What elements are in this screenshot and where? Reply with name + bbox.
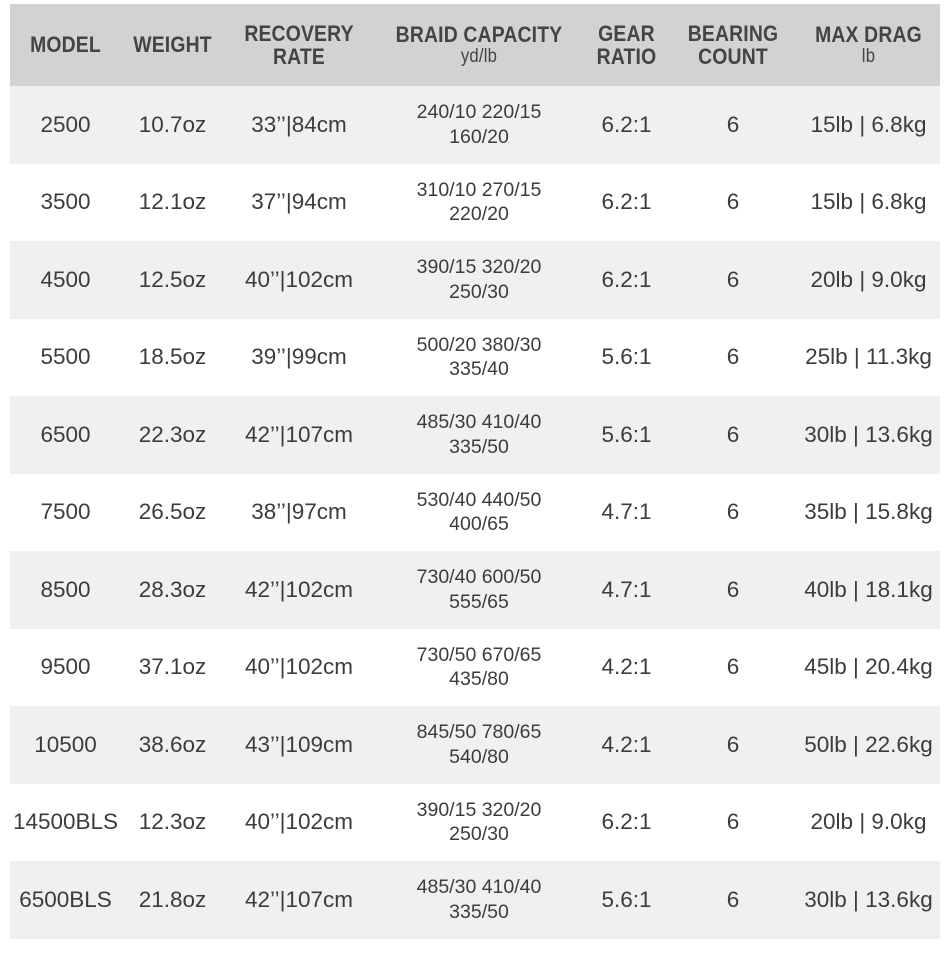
weight-cell bbox=[121, 500, 224, 524]
gear-ratio-cell bbox=[584, 345, 669, 369]
model-cell bbox=[10, 810, 121, 834]
weight-cell-text: 26.5oz bbox=[138, 499, 207, 525]
braid-capacity-cell-text: 160/20 bbox=[449, 125, 509, 148]
recovery-rate-cell-text: 42’’|107cm bbox=[245, 421, 353, 447]
header-unit: yd/lb bbox=[460, 45, 498, 67]
weight-cell-text: 18.5oz bbox=[138, 344, 207, 370]
table-row bbox=[10, 164, 940, 242]
braid-capacity-cell-text: 555/65 bbox=[449, 590, 509, 613]
braid-capacity-cell-text: 250/30 bbox=[449, 280, 509, 303]
header-label: RATIO bbox=[596, 44, 657, 69]
max-drag-cell bbox=[797, 655, 940, 679]
recovery-rate-cell-text: 39’’|99cm bbox=[251, 344, 347, 370]
header-weight bbox=[127, 33, 218, 56]
bearing-count-cell-text: 6 bbox=[726, 266, 740, 292]
spec-table bbox=[10, 4, 940, 939]
model-cell-text: 6500 bbox=[40, 421, 91, 447]
bearing-count-cell bbox=[669, 423, 797, 447]
model-cell bbox=[10, 268, 121, 292]
gear-ratio-cell bbox=[584, 810, 669, 834]
recovery-rate-cell bbox=[224, 500, 374, 524]
gear-ratio-cell-text: 4.2:1 bbox=[601, 731, 652, 757]
gear-ratio-cell bbox=[584, 113, 669, 137]
max-drag-cell-text: 40lb | 18.1kg bbox=[804, 576, 933, 602]
model-cell-text: 3500 bbox=[40, 189, 91, 215]
recovery-rate-cell bbox=[224, 423, 374, 447]
bearing-count-cell-text: 6 bbox=[726, 886, 740, 912]
header-model bbox=[17, 33, 115, 56]
header-label: MODEL bbox=[30, 32, 101, 58]
recovery-rate-cell-text: 43’’|109cm bbox=[245, 731, 353, 757]
model-cell-text: 4500 bbox=[40, 266, 91, 292]
weight-cell bbox=[121, 113, 224, 137]
braid-capacity-cell-text: 485/30 410/40 bbox=[416, 411, 542, 434]
table-header bbox=[10, 4, 940, 86]
braid-capacity-cell-text: 540/80 bbox=[449, 745, 509, 768]
bearing-count-cell-text: 6 bbox=[726, 421, 740, 447]
bearing-count-cell-text: 6 bbox=[726, 731, 740, 757]
bearing-count-cell bbox=[669, 578, 797, 602]
max-drag-cell-text: 45lb | 20.4kg bbox=[804, 654, 933, 680]
max-drag-cell-text: 30lb | 13.6kg bbox=[804, 421, 933, 447]
max-drag-cell-text: 15lb | 6.8kg bbox=[810, 189, 927, 215]
bearing-count-cell bbox=[669, 345, 797, 369]
gear-ratio-cell-text: 5.6:1 bbox=[601, 421, 652, 447]
model-cell-text: 7500 bbox=[40, 499, 91, 525]
weight-cell-text: 12.3oz bbox=[138, 809, 207, 835]
gear-ratio-cell bbox=[584, 655, 669, 679]
max-drag-cell bbox=[797, 810, 940, 834]
recovery-rate-cell bbox=[224, 888, 374, 912]
bearing-count-cell-text: 6 bbox=[726, 111, 740, 137]
table-row bbox=[10, 319, 940, 397]
gear-ratio-cell bbox=[584, 190, 669, 214]
braid-capacity-cell-text: 390/15 320/20 bbox=[416, 256, 542, 279]
weight-cell-text: 22.3oz bbox=[138, 421, 207, 447]
table-row bbox=[10, 86, 940, 164]
model-cell-text: 6500BLS bbox=[19, 886, 112, 912]
max-drag-cell bbox=[797, 423, 940, 447]
recovery-rate-cell bbox=[224, 190, 374, 214]
braid-capacity-cell-text: 845/50 780/65 bbox=[416, 721, 542, 744]
max-drag-cell-text: 15lb | 6.8kg bbox=[810, 111, 927, 137]
braid-capacity-cell bbox=[374, 178, 584, 227]
header-label: MAX DRAG bbox=[815, 22, 922, 48]
header-gear-ratio bbox=[589, 22, 664, 68]
bearing-count-cell bbox=[669, 810, 797, 834]
table-row bbox=[10, 241, 940, 319]
braid-capacity-cell-text: 335/40 bbox=[449, 358, 509, 381]
recovery-rate-cell-text: 40’’|102cm bbox=[245, 654, 353, 680]
braid-capacity-cell-text: 435/80 bbox=[449, 668, 509, 691]
gear-ratio-cell bbox=[584, 423, 669, 447]
braid-capacity-cell-text: 500/20 380/30 bbox=[416, 333, 542, 356]
header-label: RATE bbox=[273, 44, 325, 69]
max-drag-cell-text: 25lb | 11.3kg bbox=[805, 344, 932, 370]
weight-cell bbox=[121, 345, 224, 369]
header-label: COUNT bbox=[698, 44, 768, 69]
recovery-rate-cell-text: 37’’|94cm bbox=[251, 189, 347, 215]
max-drag-cell-text: 30lb | 13.6kg bbox=[804, 886, 933, 912]
gear-ratio-cell-text: 6.2:1 bbox=[601, 809, 652, 835]
braid-capacity-cell-text: 220/20 bbox=[449, 203, 509, 226]
bearing-count-cell bbox=[669, 500, 797, 524]
gear-ratio-cell bbox=[584, 500, 669, 524]
recovery-rate-cell bbox=[224, 268, 374, 292]
braid-capacity-cell bbox=[374, 643, 584, 692]
header-label: WEIGHT bbox=[133, 32, 212, 58]
braid-capacity-cell bbox=[374, 333, 584, 382]
braid-capacity-cell bbox=[374, 255, 584, 304]
weight-cell bbox=[121, 423, 224, 447]
braid-capacity-cell-text: 485/30 410/40 bbox=[416, 876, 542, 899]
model-cell-text: 2500 bbox=[40, 111, 91, 137]
model-cell bbox=[10, 655, 121, 679]
weight-cell bbox=[121, 655, 224, 679]
header-label: GEAR bbox=[598, 20, 655, 46]
model-cell bbox=[10, 888, 121, 912]
weight-cell-text: 28.3oz bbox=[138, 576, 207, 602]
weight-cell bbox=[121, 810, 224, 834]
bearing-count-cell-text: 6 bbox=[726, 809, 740, 835]
weight-cell bbox=[121, 733, 224, 757]
recovery-rate-cell bbox=[224, 345, 374, 369]
bearing-count-cell bbox=[669, 733, 797, 757]
model-cell-text: 10500 bbox=[34, 731, 97, 757]
braid-capacity-cell-text: 730/40 600/50 bbox=[416, 566, 542, 589]
table-row bbox=[10, 861, 940, 939]
max-drag-cell-text: 20lb | 9.0kg bbox=[810, 809, 927, 835]
bearing-count-cell bbox=[669, 190, 797, 214]
model-cell-text: 8500 bbox=[40, 576, 91, 602]
header-recovery-rate bbox=[233, 22, 365, 68]
braid-capacity-cell bbox=[374, 720, 584, 769]
bearing-count-cell bbox=[669, 655, 797, 679]
braid-capacity-cell-text: 335/50 bbox=[449, 900, 509, 923]
bearing-count-cell bbox=[669, 113, 797, 137]
max-drag-cell-text: 35lb | 15.8kg bbox=[804, 499, 933, 525]
bearing-count-cell-text: 6 bbox=[726, 499, 740, 525]
braid-capacity-cell-text: 400/65 bbox=[449, 513, 509, 536]
model-cell bbox=[10, 500, 121, 524]
weight-cell-text: 38.6oz bbox=[138, 731, 207, 757]
gear-ratio-cell-text: 6.2:1 bbox=[601, 111, 652, 137]
table-row bbox=[10, 551, 940, 629]
header-unit: lb bbox=[861, 45, 876, 67]
braid-capacity-cell bbox=[374, 488, 584, 537]
weight-cell bbox=[121, 578, 224, 602]
weight-cell-text: 12.5oz bbox=[138, 266, 207, 292]
recovery-rate-cell-text: 40’’|102cm bbox=[245, 809, 353, 835]
header-braid-capacity bbox=[387, 23, 572, 66]
model-cell bbox=[10, 113, 121, 137]
weight-cell bbox=[121, 888, 224, 912]
recovery-rate-cell bbox=[224, 655, 374, 679]
weight-cell bbox=[121, 190, 224, 214]
max-drag-cell bbox=[797, 733, 940, 757]
max-drag-cell-text: 50lb | 22.6kg bbox=[804, 731, 933, 757]
braid-capacity-cell bbox=[374, 798, 584, 847]
gear-ratio-cell-text: 6.2:1 bbox=[601, 189, 652, 215]
bearing-count-cell-text: 6 bbox=[726, 576, 740, 602]
model-cell bbox=[10, 578, 121, 602]
recovery-rate-cell-text: 42’’|102cm bbox=[245, 576, 353, 602]
gear-ratio-cell-text: 4.7:1 bbox=[601, 499, 652, 525]
braid-capacity-cell bbox=[374, 565, 584, 614]
model-cell bbox=[10, 190, 121, 214]
gear-ratio-cell-text: 6.2:1 bbox=[601, 266, 652, 292]
gear-ratio-cell bbox=[584, 268, 669, 292]
max-drag-cell bbox=[797, 888, 940, 912]
bearing-count-cell bbox=[669, 268, 797, 292]
max-drag-cell-text: 20lb | 9.0kg bbox=[810, 266, 927, 292]
header-label: BEARING bbox=[687, 20, 779, 46]
braid-capacity-cell-text: 335/50 bbox=[449, 435, 509, 458]
max-drag-cell bbox=[797, 578, 940, 602]
braid-capacity-cell-text: 530/40 440/50 bbox=[416, 488, 542, 511]
braid-capacity-cell-text: 240/10 220/15 bbox=[416, 101, 542, 124]
recovery-rate-cell-text: 33’’|84cm bbox=[251, 111, 347, 137]
weight-cell-text: 37.1oz bbox=[138, 654, 207, 680]
model-cell-text: 5500 bbox=[40, 344, 91, 370]
gear-ratio-cell-text: 5.6:1 bbox=[601, 886, 652, 912]
braid-capacity-cell bbox=[374, 100, 584, 149]
weight-cell bbox=[121, 268, 224, 292]
model-cell bbox=[10, 733, 121, 757]
recovery-rate-cell bbox=[224, 733, 374, 757]
max-drag-cell bbox=[797, 345, 940, 369]
max-drag-cell bbox=[797, 268, 940, 292]
recovery-rate-cell-text: 40’’|102cm bbox=[245, 266, 353, 292]
model-cell bbox=[10, 345, 121, 369]
header-bearing-count bbox=[677, 22, 790, 68]
gear-ratio-cell bbox=[584, 578, 669, 602]
gear-ratio-cell-text: 4.2:1 bbox=[601, 654, 652, 680]
gear-ratio-cell bbox=[584, 733, 669, 757]
table-row bbox=[10, 474, 940, 552]
braid-capacity-cell bbox=[374, 875, 584, 924]
bearing-count-cell bbox=[669, 888, 797, 912]
bearing-count-cell-text: 6 bbox=[726, 654, 740, 680]
weight-cell-text: 12.1oz bbox=[138, 189, 207, 215]
weight-cell-text: 21.8oz bbox=[138, 886, 207, 912]
bearing-count-cell-text: 6 bbox=[726, 189, 740, 215]
gear-ratio-cell bbox=[584, 888, 669, 912]
table-row bbox=[10, 396, 940, 474]
recovery-rate-cell-text: 42’’|107cm bbox=[245, 886, 353, 912]
header-label: BRAID CAPACITY bbox=[395, 22, 563, 48]
braid-capacity-cell-text: 730/50 670/65 bbox=[416, 643, 542, 666]
braid-capacity-cell-text: 250/30 bbox=[449, 823, 509, 846]
braid-capacity-cell-text: 310/10 270/15 bbox=[416, 178, 542, 201]
model-cell-text: 14500BLS bbox=[12, 809, 119, 835]
recovery-rate-cell bbox=[224, 578, 374, 602]
table-row bbox=[10, 784, 940, 862]
bearing-count-cell-text: 6 bbox=[726, 344, 740, 370]
table-row bbox=[10, 629, 940, 707]
table-body bbox=[10, 86, 940, 939]
max-drag-cell bbox=[797, 500, 940, 524]
model-cell bbox=[10, 423, 121, 447]
recovery-rate-cell-text: 38’’|97cm bbox=[251, 499, 347, 525]
weight-cell-text: 10.7oz bbox=[138, 111, 207, 137]
header-max-drag bbox=[806, 23, 932, 66]
recovery-rate-cell bbox=[224, 810, 374, 834]
gear-ratio-cell-text: 5.6:1 bbox=[601, 344, 652, 370]
model-cell-text: 9500 bbox=[40, 654, 91, 680]
table-row bbox=[10, 706, 940, 784]
gear-ratio-cell-text: 4.7:1 bbox=[601, 576, 652, 602]
header-label: RECOVERY bbox=[244, 20, 354, 46]
max-drag-cell bbox=[797, 190, 940, 214]
max-drag-cell bbox=[797, 113, 940, 137]
braid-capacity-cell bbox=[374, 410, 584, 459]
recovery-rate-cell bbox=[224, 113, 374, 137]
braid-capacity-cell-text: 390/15 320/20 bbox=[416, 798, 542, 821]
